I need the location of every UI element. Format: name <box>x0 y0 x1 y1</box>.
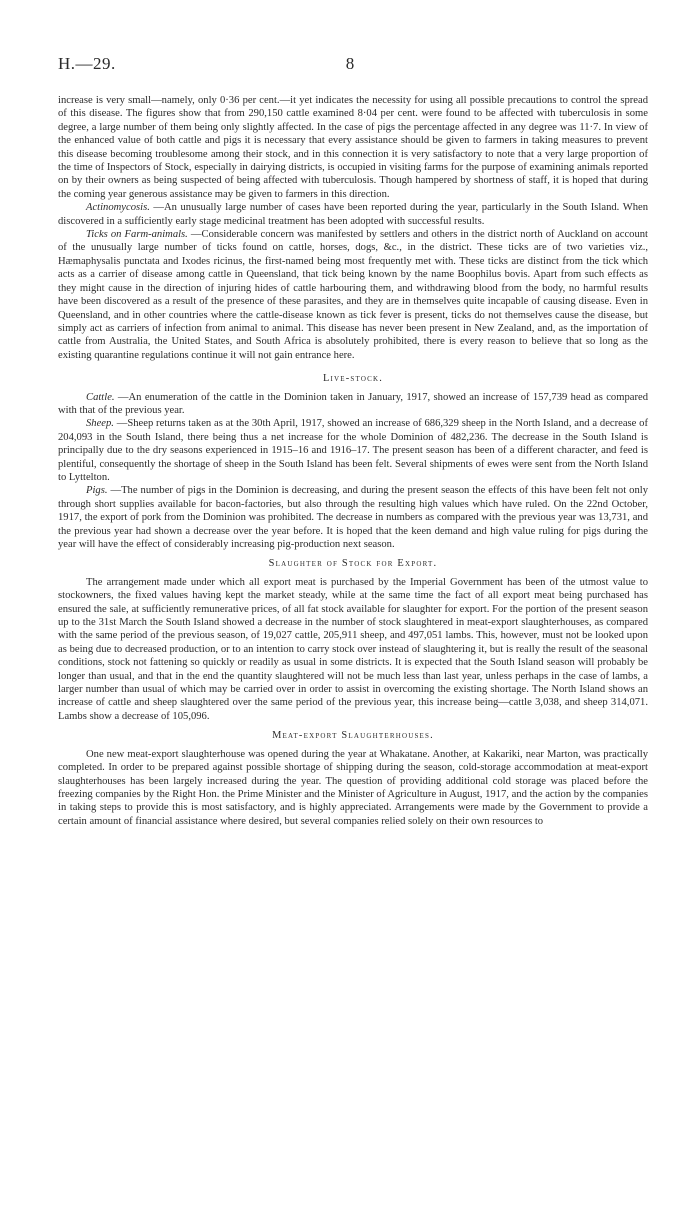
paragraph-text: —Sheep returns taken as at the 30th April, 1917, showed an increase of 686,329 sheep in the North Island, and a decrease of 204,093 in the South Island, there being thus a net increase for the whole Dominion of 482,236. The decrease in the South Island is principally due to the dry seasons experienced in 1915–16 and 1916–17. The present season has been of a different character, and feed is plentiful, consequently the shortage of sheep in the South Island has been felt. Several shipments of ewes were sent from the North Island to Lyttelton. <box>58 418 648 483</box>
paragraph-text: —The number of pigs in the Dominion is decreasing, and during the present season the effects of this have been felt not only through short supplies available for bacon-factories, but also through the resulting high values which have ruled. On the 22nd October, 1917, the export of pork from the Dominion was prohibited. The decrease in numbers as compared with the previous year was 13,731, and the previous year had shown a decrease over the year before. It is hoped that the keen demand and high value ruling for pigs during the year will have the effect of considerably increasing pig-production next season. <box>58 485 648 550</box>
paper-reference: H.—29. <box>58 54 116 73</box>
page-header <box>58 54 642 78</box>
paragraph-pigs <box>58 484 648 551</box>
section-heading-slaughterhouses: Meat-export Slaughterhouses. <box>272 730 434 742</box>
paragraph-tuberculosis: increase is very small—namely, only 0·36 per cent.—it yet indicates the necessity for using all possible precautions to control the spread of this disease. The figures show that from 290,150 cattle examined 8·04 per cent. were found to be affected with tuberculosis in some degree, a large number of them being only slightly affected. In the case of pigs the percentage affected in any degree was 11·7. In view of the enhanced value of both cattle and pigs it is necessary that every assistance should be given to farmers in taking measures to prevent this disease becoming troublesome among their stock, and in this connection it is very satisfactory to note that a very large proportion of the time of Inspectors of Stock, especially in dairying districts, is occupied in visiting farms for the purpose of examining animals reported on by their owners as being suspected of being affected with tuberculosis. Though hampered by shortness of staff, it is hoped that during the coming year generous assistance may be given to farmers in this direction. <box>58 95 648 200</box>
subheading-ticks: Ticks on Farm-animals. <box>86 229 188 241</box>
paragraph-text: —An enumeration of the cattle in the Dominion taken in January, 1917, showed an increase of 157,739 head as compared with that of the previous year. <box>58 391 648 416</box>
paragraph-slaughter: The arrangement made under which all export meat is purchased by the Imperial Government has been of the utmost value to stockowners, the fixed values having kept the market steady, while at the same time the fact of all export meat being purchased has ensured the sale, at sufficiently remunerative prices, of all fat stock available for slaughter for export. For the portion of the present season up to the 31st March the South Island showed a decrease in the number of stock slaughtered in meat-export slaughterhouses, as compared with the same period of the previous season, of 19,027 cattle, 205,911 sheep, and 497,051 lambs. This, however, must not be looked upon as being due to decreased production, or to an intention to carry stock over instead of slaughtering it, but is really the result of the seasonal conditions, stock not fattening so quickly or readily as usual in some districts. It is expected that the South Island season will probably be longer than usual, and that in the end the quantity slaughtered will not be much less than last year, unless perhaps in the case of lambs, a larger number than usual of which may be carried over in order to assist in overcoming the existing shortage. The North Island shows an increase of cattle and sheep slaughtered over the same period of the previous year, this increase being—cattle 3,038, and sheep 314,071. Lambs show a decrease of 105,096. <box>58 576 648 722</box>
subheading-sheep: Sheep. <box>86 418 114 430</box>
section-heading-live-stock: Live-stock. <box>322 373 384 385</box>
subheading-cattle: Cattle. <box>86 391 115 403</box>
paragraph-ticks <box>58 228 648 362</box>
paragraph-cattle <box>58 391 648 418</box>
paragraph-sheep <box>58 417 648 484</box>
paragraph-actinomycosis <box>58 201 648 228</box>
subheading-pigs: Pigs. <box>86 485 108 497</box>
subheading-actinomycosis: Actinomycosis. <box>86 202 150 214</box>
page-number: 8 <box>345 54 355 73</box>
body-text <box>58 94 648 828</box>
paragraph-text: —An unusually large number of cases have been reported during the year, particularly in the South Island. When discovered in a sufficiently early stage medicinal treatment has been adopted with successful results. <box>58 202 648 227</box>
paragraph-slaughterhouses: One new meat-export slaughterhouse was opened during the year at Whakatane. Another, at Kakariki, near Marton, was practically completed. In order to be prepared against possible shortage of shipping during the season, cold-storage accommodation at meat-export slaughterhouses has been largely increased during the year. The question of providing additional cold storage was placed before the freezing companies by the Right Hon. the Prime Minister and the Minister of Agriculture in August, 1917, and the action by the companies in taking steps to provide this is most satisfactory, and is highly appreciated. Arrangements were made by the Government to provide a certain amount of financial assistance where desired, but several companies relied solely on their own resources to <box>58 748 648 827</box>
section-heading-slaughter: Slaughter of Stock for Export. <box>268 558 438 570</box>
paragraph-text: —Considerable concern was manifested by settlers and others in the district north of Auckland on account of the unusually large number of ticks found on cattle, horses, dogs, &c., in the district. These ticks are of two varieties viz., Hæmaphysalis punctata and Ixodes ricinus, the first-named being most frequently met with. These ticks are distinct from the tick which acts as a carrier of disease among cattle in Queensland, that tick being known by the name Boophilus bovis. Apart from such effects as they might cause in the direction of injuring hides of cattle harbouring them, and withdrawing blood from the body, no harmful results have been discovered as a result of the presence of these parasites, and they are in themselves quite incapable of causing disease. Even in Queensland, and in other countries where the cattle-disease known as tick fever is present, ticks do not themselves cause the disease, but simply act as carriers of infection from animal to animal. This disease has never been present in New Zealand, and, as the importation of cattle from Australia, the United States, and South Africa is absolutely prohibited, there is every reason to believe that so long as the existing quarantine regulations continue it will not gain entrance here. <box>58 229 648 361</box>
